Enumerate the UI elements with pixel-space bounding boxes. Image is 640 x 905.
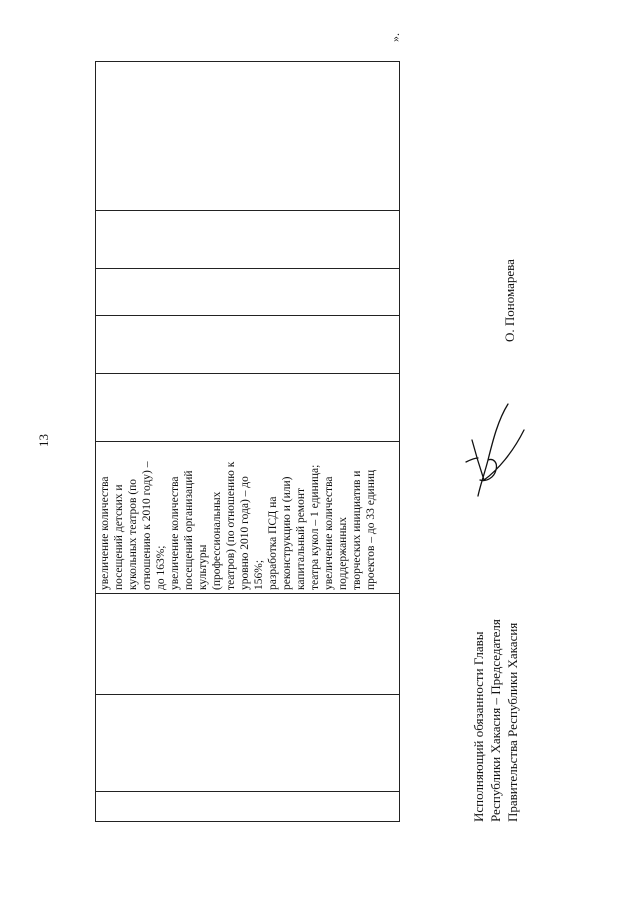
page-number: 13: [36, 434, 51, 447]
table-cell-7: [96, 269, 400, 316]
table-cell-6: [96, 316, 400, 374]
document-table: [95, 61, 400, 822]
signatory-title-line1: Исполняющий обязанности Главы: [471, 631, 486, 822]
table-cell-1: [96, 792, 400, 822]
table-cell-indicators: увеличение количества посещений детских и кукольных театров (по отношению к 2010 году) – до 163%; увеличение количества посещений организаций культуры (профессиональных театров) (по отношению к уровню 2010 года) – до 156%; разработка ПСД на реконструкцию и (или) капитальный ремонт театра кукол – 1 единица; увеличение количества поддержанных творческих инициатив и проектов – до 33 единиц: [96, 442, 400, 594]
table-cell-8: [96, 211, 400, 269]
table-cell-2: [96, 695, 400, 792]
table-cell-9: [96, 62, 400, 211]
table-row: [96, 62, 400, 822]
signatory-title-line2: Республики Хакасия – Председателя: [488, 619, 503, 822]
signatory-name: О. Пономарева: [502, 259, 517, 342]
signatory-title: [470, 462, 521, 822]
table-wrapper: [95, 62, 400, 822]
table-cell-5: [96, 374, 400, 442]
handwritten-signature: [458, 400, 528, 500]
closing-quote: ».: [388, 33, 402, 42]
table-cell-3: [96, 594, 400, 695]
signatory-title-line3: Правительства Республики Хакасия: [505, 622, 520, 822]
